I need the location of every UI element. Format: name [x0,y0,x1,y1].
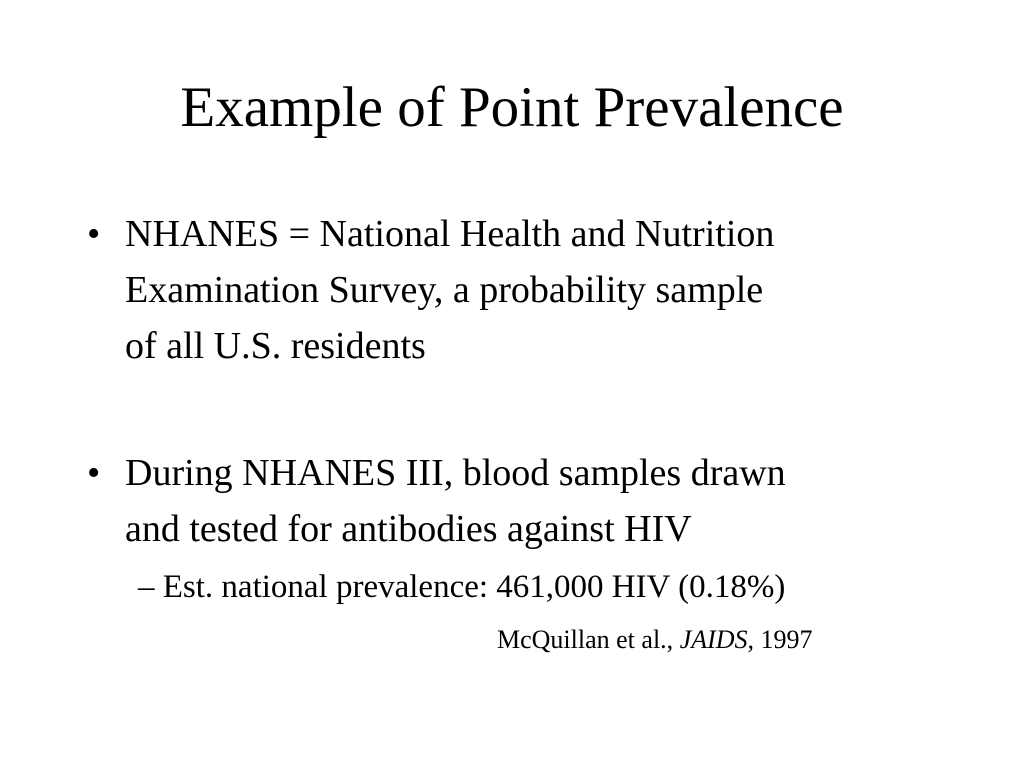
citation-year: 1997 [754,625,813,654]
slide-title: Example of Point Prevalence [180,76,844,139]
bullet-text [125,206,774,374]
bullet-line: During NHANES III, blood samples drawn [125,452,786,494]
bullet-line: NHANES = National Health and Nutrition [125,213,775,255]
citation-journal: JAIDS, [679,625,755,654]
bullet-line: of all U.S. residents [125,325,426,367]
bullet-marker: • [87,213,101,255]
sub-bullet-prevalence-estimate: – Est. national prevalence: 461,000 HIV (0.18%) [138,569,786,605]
bullet-line: Examination Survey, a probability sample [125,269,764,311]
bullet-line: and tested for antibodies against HIV [125,508,692,550]
bullet-text [125,445,786,557]
citation-authors: McQuillan et al., [497,625,680,654]
bullet-marker: • [87,452,101,494]
citation [497,620,813,660]
